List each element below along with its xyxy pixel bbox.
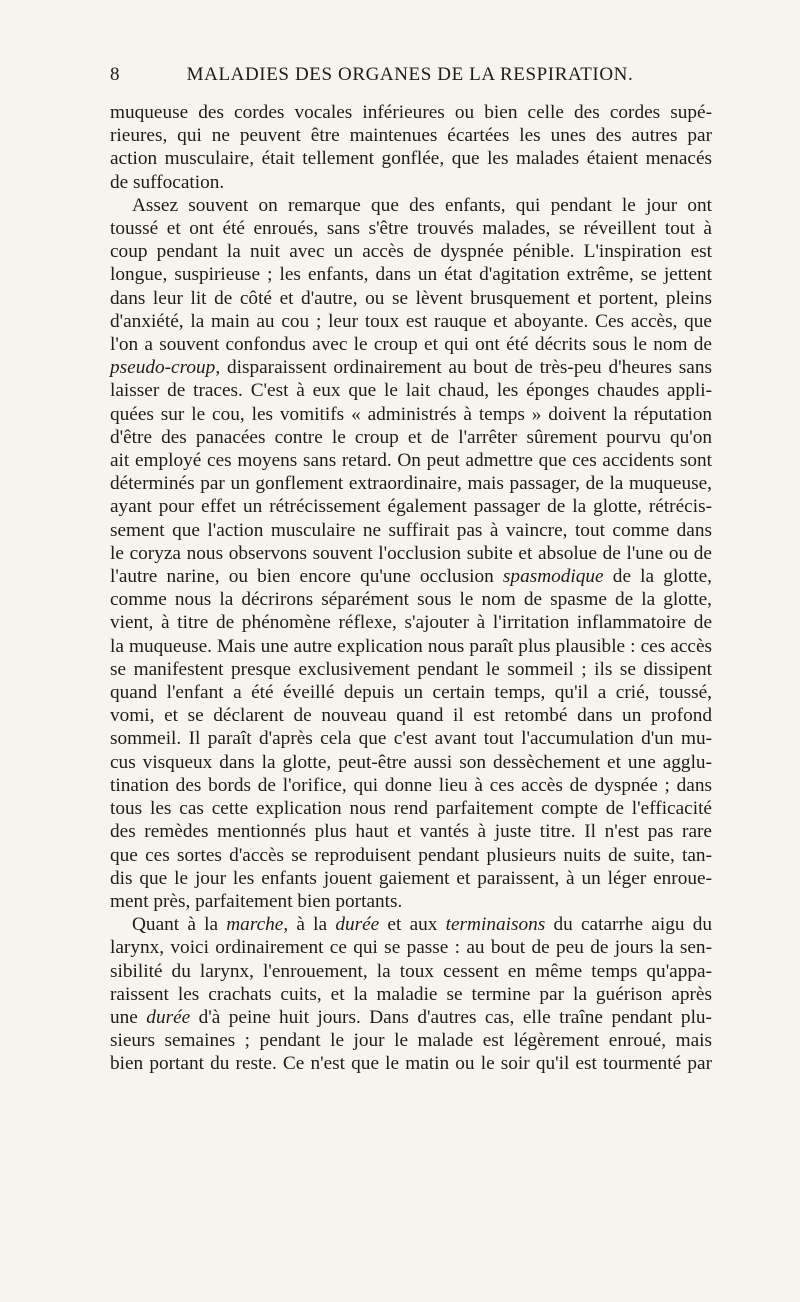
text-line: l'on a souvent confondus avec le croup et qui ont été décrits sous le nom de [110,334,712,356]
text-line: l'autre narine, ou bien encore qu'une occlusion spasmodique de la glotte, [110,566,712,588]
text-line: Quant à la marche, à la durée et aux terminaisons du catarrhe aigu du [132,914,712,936]
text-line: pseudo-croup, disparaissent ordinairement au bout de très-peu d'heures sans [110,357,712,379]
text-line: rieures, qui ne peuvent être maintenues écartées les unes des autres par [110,125,712,147]
text-line: sement que l'action musculaire ne suffirait pas à vaincre, tout comme dans [110,519,712,541]
text-line: comme nous la décrirons séparément sous le nom de spasme de la glotte, [110,589,712,611]
page-number: 8 [110,64,120,85]
text-line: vient, à titre de phénomène réflexe, s'ajouter à l'irritation inflammatoire de [110,612,712,634]
text-line: bien portant du reste. Ce n'est que le matin ou le soir qu'il est tourmenté par [110,1053,712,1075]
text-line: la muqueuse. Mais une autre explication nous paraît plus plausible : ces accès [110,635,712,657]
text-line: dis que le jour les enfants jouent gaiement et paraissent, à un léger enroue- [110,867,712,889]
text-line: des remèdes mentionnés plus haut et vantés à juste titre. Il n'est pas rare [110,821,712,843]
text-line: cus visqueux dans la glotte, peut-être aussi son dessèchement et une agglu- [110,751,712,773]
text-line: une durée d'à peine huit jours. Dans d'autres cas, elle traîne pendant plu- [110,1006,712,1028]
text-line: raissent les crachats cuits, et la maladie se termine par la guérison après [110,983,712,1005]
page-header [110,64,710,90]
text-line: Assez souvent on remarque que des enfants, qui pendant le jour ont [132,194,712,216]
text-line: longue, suspirieuse ; les enfants, dans un état d'agitation extrême, se jettent [110,264,712,286]
text-line: de suffocation. [110,171,225,193]
text-line: larynx, voici ordinairement ce qui se passe : au bout de peu de jours la sen- [110,937,712,959]
text-line: ayant pour effet un rétrécissement également passager de la glotte, rétrécis- [110,496,712,518]
text-line: ait employé ces moyens sans retard. On peut admettre que ces accidents sont [110,450,712,472]
text-line: sieurs semaines ; pendant le jour le malade est légèrement enroué, mais [110,1030,712,1052]
text-line: muqueuse des cordes vocales inférieures ou bien celle des cordes supé- [110,102,712,123]
text-line: action musculaire, était tellement gonflée, que les malades étaient menacés [110,148,712,170]
text-line: dans leur lit de côté et d'autre, ou se lèvent brusquement et portent, pleins [110,287,712,309]
running-title: MALADIES DES ORGANES DE LA RESPIRATION. [186,64,634,85]
text-line: tination des bords de l'orifice, qui donne lieu à ces accès de dyspnée ; dans [110,774,712,796]
text-line: que ces sortes d'accès se reproduisent pendant plusieurs nuits de suite, tan- [110,844,712,866]
text-line: d'anxiété, la main au cou ; leur toux est rauque et aboyante. Ces accès, que [110,310,712,332]
text-line: sommeil. Il paraît d'après cela que c'est avant tout l'accumulation d'un mu- [110,728,712,750]
text-line: ment près, parfaitement bien portants. [110,890,403,912]
body-text [110,101,712,1076]
text-line: se manifestent presque exclusivement pendant le sommeil ; ils se dissipent [110,658,712,680]
text-line: le coryza nous observons souvent l'occlusion subite et absolue de l'une ou de [110,542,712,564]
text-line: quées sur le cou, les vomitifs « administrés à temps » doivent la réputation [110,403,712,425]
text-line: laisser de traces. C'est à eux que le lait chaud, les éponges chaudes appli- [110,380,712,402]
text-line: vomi, et se déclarent de nouveau quand il est retombé dans un profond [110,705,712,727]
text-line: d'être des panacées contre le croup et de l'arrêter sûrement pourvu qu'on [110,426,712,448]
text-line: coup pendant la nuit avec un accès de dyspnée pénible. L'inspiration est [110,241,712,263]
text-line: déterminés par un gonflement extraordinaire, mais passager, de la muqueuse, [110,473,712,495]
text-line: quand l'enfant a été éveillé depuis un certain temps, qu'il a crié, toussé, [110,682,712,704]
text-line: toussé et ont été enroués, sans s'être trouvés malades, se réveillent tout à [110,218,712,240]
text-line: tous les cas cette explication nous rend parfaitement compte de l'efficacité [110,798,712,820]
text-line: sibilité du larynx, l'enrouement, la toux cessent en même temps qu'appa- [110,960,712,982]
